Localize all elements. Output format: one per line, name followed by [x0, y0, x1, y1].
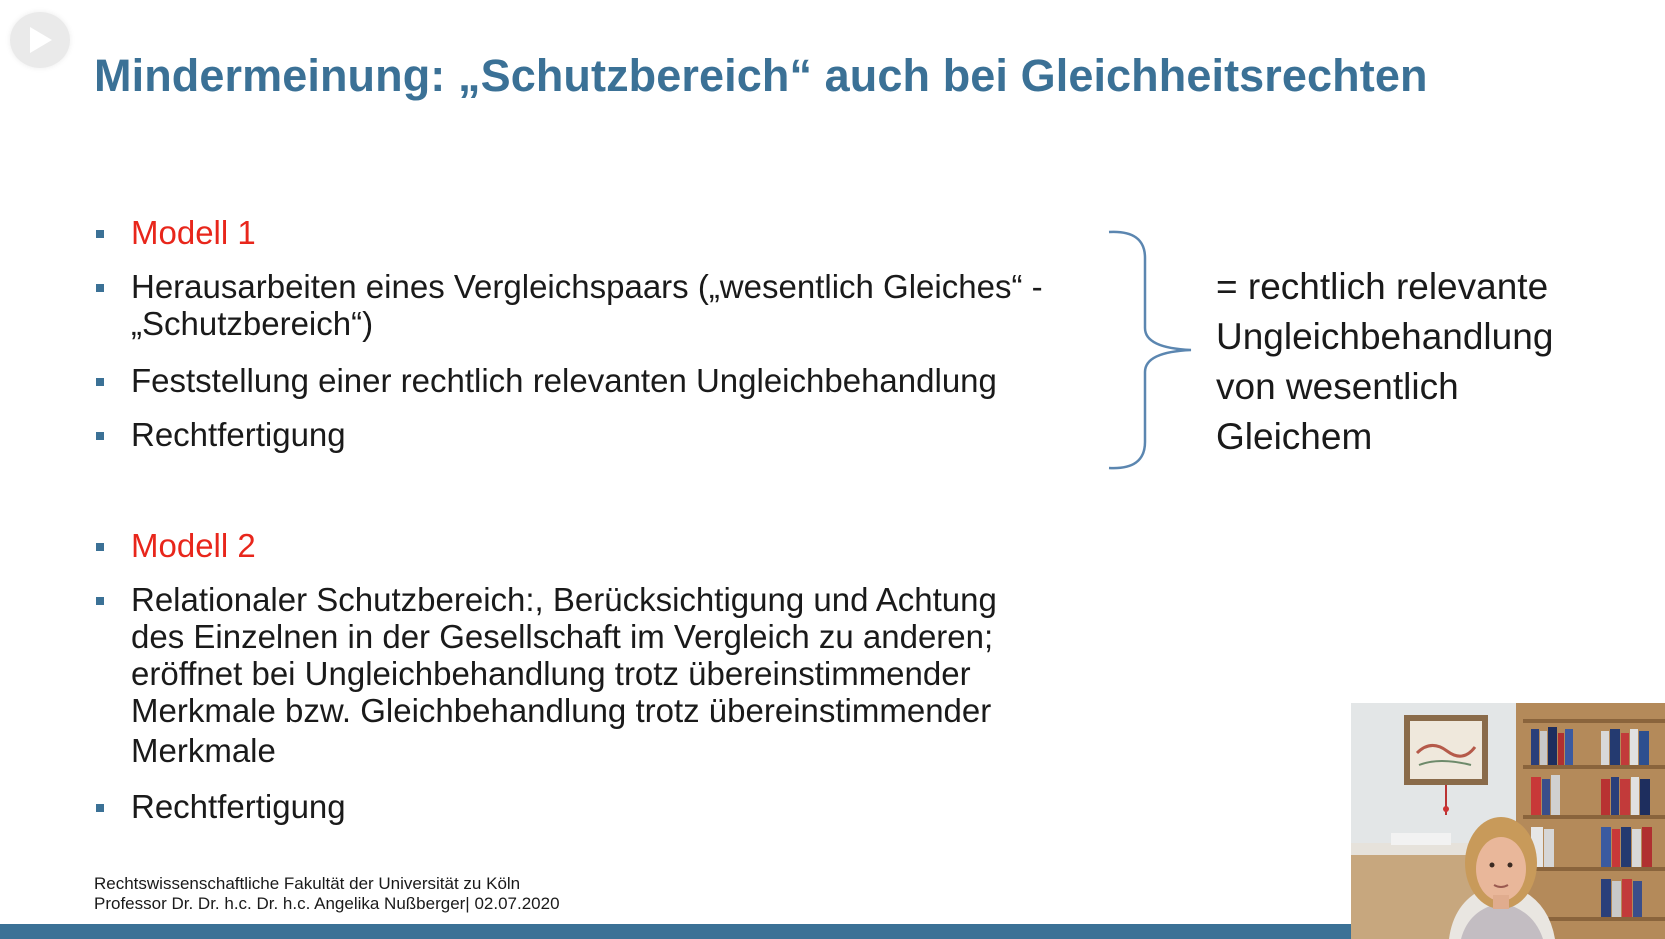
slide-footer — [94, 874, 560, 914]
model1-item-3: Rechtfertigung — [131, 416, 346, 453]
footer-author: Professor Dr. Dr. h.c. Dr. h.c. Angelika Nußberger| 02.07.2020 — [94, 894, 560, 913]
bullet-marker — [96, 378, 104, 386]
bullet-marker — [96, 432, 104, 440]
model1-item-1-line-2: „Schutzbereich“) — [131, 305, 374, 342]
presenter-video-frame — [1351, 703, 1665, 939]
bullet-marker — [96, 230, 104, 238]
model2-item-1-line-2: des Einzelnen in der Gesellschaft im Vergleich zu anderen; — [131, 618, 994, 655]
model2-item-1-line-1: Relationaler Schutzbereich:, Berücksichtigung und Achtung — [131, 581, 997, 618]
curly-brace — [1105, 228, 1195, 479]
brace-result-line-4: Gleichem — [1216, 416, 1373, 457]
footer-faculty: Rechtswissenschaftliche Fakultät der Universität zu Köln — [94, 874, 521, 893]
model1-item-1-line-1: Herausarbeiten eines Vergleichspaars („wesentlich Gleiches“ - — [131, 268, 1043, 305]
bullet-marker — [96, 543, 104, 551]
slide-title: Mindermeinung: „Schutzbereich“ auch bei Gleichheitsrechten — [94, 50, 1428, 101]
model2-item-1-line-3: eröffnet bei Ungleichbehandlung trotz übereinstimmender — [131, 655, 971, 692]
model2-heading: Modell 2 — [131, 527, 256, 564]
brace-result-line-2: Ungleichbehandlung — [1216, 316, 1554, 357]
brace-result — [1216, 262, 1553, 462]
model2-item-1-line-5: Merkmale — [131, 732, 276, 769]
brace-result-line-1: = rechtlich relevante — [1216, 266, 1549, 307]
model2-item-2: Rechtfertigung — [131, 788, 346, 825]
bullet-marker — [96, 597, 104, 605]
model2-item-1-line-4: Merkmale bzw. Gleichbehandlung trotz übereinstimmender — [131, 692, 992, 729]
model1-heading: Modell 1 — [131, 214, 256, 251]
presenter-video[interactable] — [1351, 703, 1665, 939]
bullet-marker — [96, 284, 104, 292]
bullet-marker — [96, 804, 104, 812]
brace-result-line-3: von wesentlich — [1216, 366, 1459, 407]
model1-item-2: Feststellung einer rechtlich relevanten Ungleichbehandlung — [131, 362, 997, 399]
